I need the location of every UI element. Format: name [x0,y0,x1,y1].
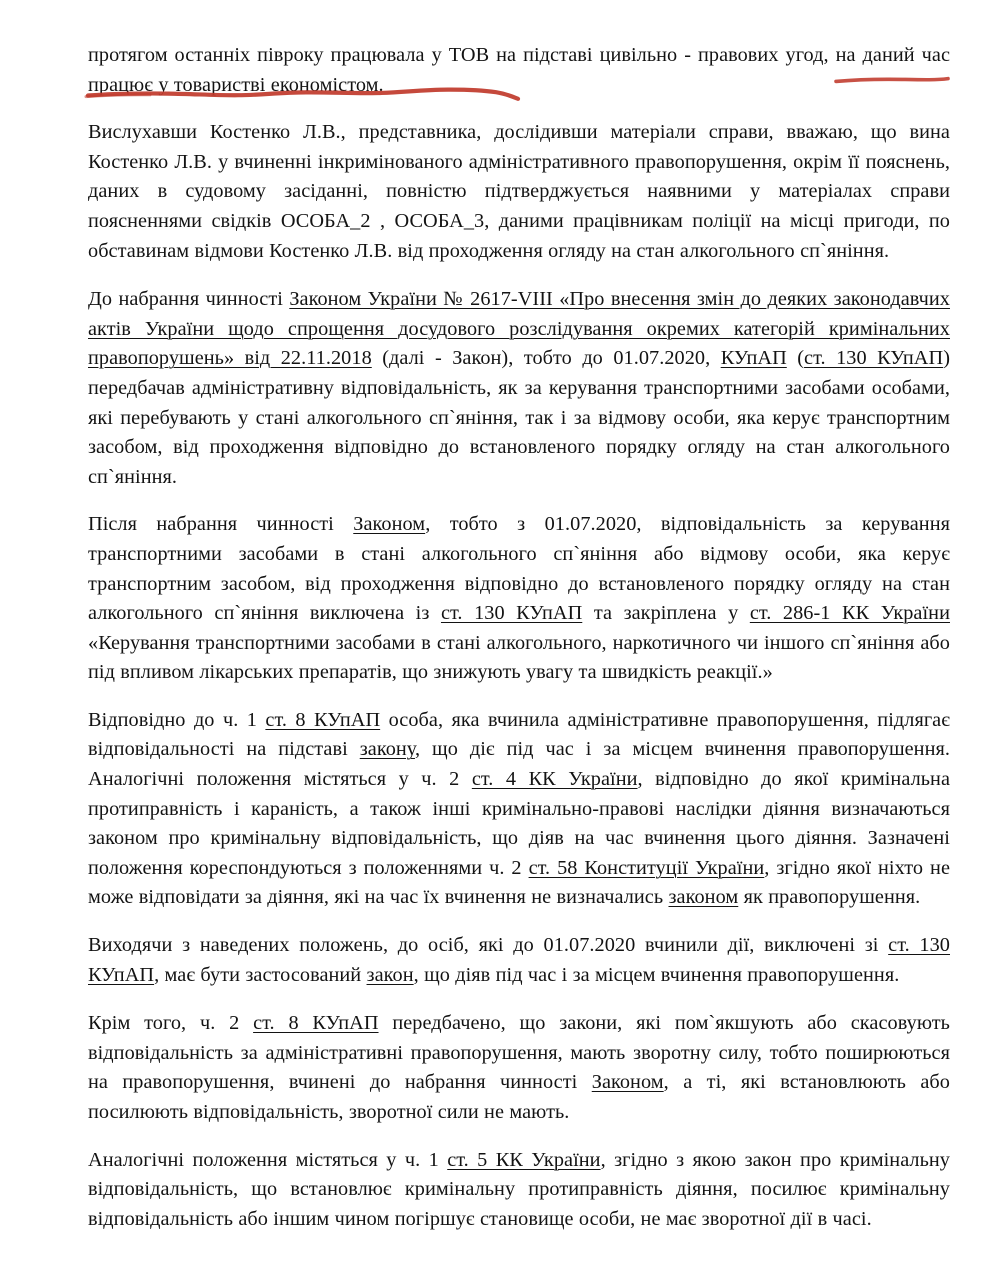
legal-reference-law-2617[interactable]: Законом України № 2617-VIII «Про внесення змін до деяких законодавчих актів України щодо спрощення досудового розслідування окремих категорій кримінальних правопорушень» від 22.11.2018 [88,288,950,370]
legal-reference-kupap[interactable]: КУпАП [720,347,787,370]
paragraph-after-law-effect [88,510,950,688]
text-run: , що діяв під час і за місцем вчинення правопорушення. [413,963,900,986]
text-run: Аналогічні положення містяться у ч. 1 [88,1148,448,1171]
text-run: ) передбачав адміністративну відповідальність, як за керування транспортними засобами особами, які перебувають у стані алкогольного сп`яніння, так і за відмову особи, яка керує транспортним засобом, від проходження відповідно до встановленого порядку огляду на стан алкогольного сп`яніння. [88,347,951,488]
text-run: , тобто з 01.07.2020, відповідальність за керування транспортними засобами в стані алкогольного сп`яніння або відмову особи, яка керує транспортним засобом, від проходження відповідно до встановленого порядку огляду на стан алкогольного сп`яніння виключена із [88,513,950,625]
text-run: , що діє під час і за місцем вчинення правопорушення. Аналогічні положення містяться у ч. 2 [88,738,950,791]
text-run: «Керування транспортними засобами в стані алкогольного, наркотичного чи іншого сп`яніння або під впливом лікарських препаратів, що знижують увагу та швидкість реакції.» [88,631,950,684]
text-run: Після набрання чинності [88,513,354,536]
text-run: передбачено, що закони, які пом`якшують або скасовують відповідальність за адміністративні правопорушення, мають зворотну силу, тобто поширюються на правопорушення, вчинені до набрання чинності [88,1012,950,1094]
legal-reference-article-4-kk[interactable]: ст. 4 КК України [471,768,638,791]
legal-reference-zakonom-2[interactable]: законом [668,886,739,909]
text-run: як правопорушення. [738,886,921,909]
legal-reference-zakonu[interactable]: закону [359,738,415,761]
legal-reference-article-286-1-kk[interactable]: ст. 286-1 КК України [749,602,950,625]
text-run: Відповідно до ч. 1 [88,708,266,731]
legal-reference-article-58-constitution[interactable]: ст. 58 Конституції України [528,856,765,879]
legal-reference-article-5-kk[interactable]: ст. 5 КК України [447,1148,601,1171]
text-run: ( [786,347,805,370]
text-run: , має бути застосований [154,963,367,986]
legal-reference-zakonom[interactable]: Законом [591,1071,664,1094]
legal-reference-article-8-kupap[interactable]: ст. 8 КУпАП [265,708,381,731]
paragraph-article-8-kupap [88,706,950,913]
paragraph-conclusion-applicable-law [88,931,950,990]
text-run: , згідно якої ніхто не може відповідати за діяння, які на час їх вчинення не визначались [88,856,951,909]
legal-reference-zakonom[interactable]: Законом [353,513,426,536]
text-run: , а ті, які встановлюють або посилюють відповідальність, зворотної сили не мають. [88,1071,950,1123]
document-text-body [88,41,950,1234]
legal-reference-article-130-kupap[interactable]: ст. 130 КУпАП [88,934,950,986]
text-run: , згідно з якою закон про кримінальну відповідальність, що встановлює кримінальну протиправність діяння, посилює кримінальну відповідальність або іншим чином погіршує становище особи, не має зворотної дії в часі. [88,1148,950,1230]
text-run: особа, яка вчинила адміністративне правопорушення, підлягає відповідальності на підставі [88,708,950,761]
text-run: Виходячи з наведених положень, до осіб, які до 01.07.2020 вчинили дії, виключені зі [88,934,889,957]
text-run: (далі - Закон), тобто до 01.07.2020, [371,347,721,370]
text-run: Крім того, ч. 2 [88,1012,254,1035]
legal-reference-article-130-kupap[interactable]: ст. 130 КУпАП [804,347,944,370]
paragraph-article-5-kk [88,1146,950,1235]
paragraph-retroactivity [88,1009,950,1127]
legal-reference-article-130-kupap[interactable]: ст. 130 КУпАП [440,602,583,625]
paragraph-before-law-effect [88,285,950,492]
text-run: До набрання чинності [88,288,290,311]
paragraph-employment [88,41,950,100]
legal-reference-article-8-kupap[interactable]: ст. 8 КУпАП [253,1012,379,1035]
text-run: , відповідно до якої кримінальна протиправність і караність, а також інші кримінально-правові наслідки діяння визначаються законом про кримінальну відповідальність, що діяв на час вчинення цього діяння. Зазначені положення кореспондуються з положеннями ч. 2 [88,768,950,879]
paragraph-guilt-finding [88,118,950,266]
text-run: та закріплена у [582,602,750,625]
text-run: Вислухавши Костенко Л.В., представника, дослідивши матеріали справи, вважаю, що вина Костенко Л.В. у вчиненні інкримінованого адміністративного правопорушення, окрім її пояснень, даних в судовому засіданні, повністю підтверджується наявними у матеріалах справи поясненнями свідків ОСОБА_2 , ОСОБА_3, даними працівникам поліції на місці пригоди, по обставинам відмови Костенко Л.В. від проходження огляду на стан алкогольного сп`яніння. [88,121,950,262]
text-run: протягом останніх півроку працювала у ТОВ на підставі цивільно - правових угод, на даний час працює у товаристві економістом. [88,44,950,96]
legal-reference-zakon[interactable]: закон [366,963,414,986]
